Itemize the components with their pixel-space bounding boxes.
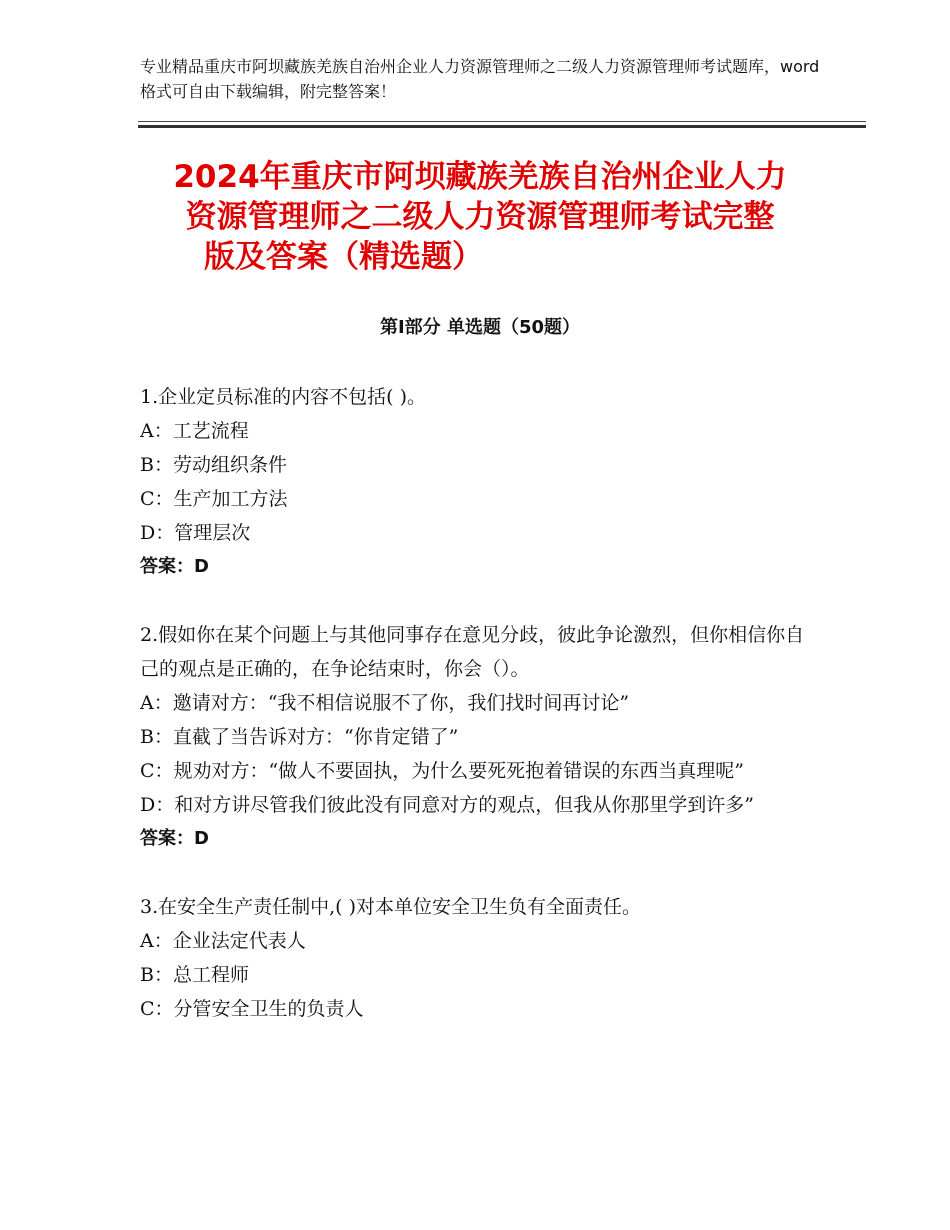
option-d: D：管理层次 bbox=[140, 522, 251, 544]
option-b: B：劳动组织条件 bbox=[140, 454, 287, 476]
title-line-2: 资源管理师之二级人力资源管理师考试完整 bbox=[185, 199, 775, 235]
option-c: C：分管安全卫生的负责人 bbox=[140, 998, 364, 1020]
question-stem: 3.在安全生产责任制中,( )对本单位安全卫生负有全面责任。 bbox=[140, 896, 642, 918]
question-1 bbox=[140, 380, 820, 584]
header-rule-thick bbox=[138, 125, 866, 128]
header-rule-thin bbox=[138, 121, 866, 122]
option-a: A：工艺流程 bbox=[140, 420, 249, 442]
option-c: C：规劝对方：“做人不要固执，为什么要死死抱着错误的东西当真理呢” bbox=[140, 760, 744, 782]
option-a: A：邀请对方：“我不相信说服不了你，我们找时间再讨论” bbox=[140, 692, 630, 714]
option-c: C：生产加工方法 bbox=[140, 488, 288, 510]
question-stem: 1.企业定员标准的内容不包括( )。 bbox=[140, 386, 426, 408]
question-stem: 2.假如你在某个问题上与其他同事存在意见分歧，彼此争论激烈，但你相信你自己的观点是正确的，在争论结束时，你会（）。 bbox=[140, 624, 805, 680]
header-note: 专业精品重庆市阿坝藏族羌族自治州企业人力资源管理师之二级人力资源管理师考试题库，word格式可自由下载编辑，附完整答案！ bbox=[140, 57, 820, 101]
option-b: B：直截了当告诉对方：“你肯定错了” bbox=[140, 726, 459, 748]
answer: 答案：D bbox=[140, 828, 209, 849]
option-b: B：总工程师 bbox=[140, 964, 249, 986]
question-3 bbox=[140, 890, 820, 1026]
question-list bbox=[140, 380, 820, 1060]
title-line-3: 版及答案（精选题） bbox=[204, 239, 483, 275]
question-2 bbox=[140, 618, 820, 856]
title-line-1: 2024年重庆市阿坝藏族羌族自治州企业人力 bbox=[173, 159, 787, 195]
option-a: A：企业法定代表人 bbox=[140, 930, 306, 952]
document-title bbox=[120, 157, 840, 277]
section-title: 第Ⅰ部分 单选题（50题） bbox=[379, 317, 580, 338]
answer: 答案：D bbox=[140, 556, 209, 577]
option-d: D：和对方讲尽管我们彼此没有同意对方的观点，但我从你那里学到许多” bbox=[140, 794, 754, 816]
